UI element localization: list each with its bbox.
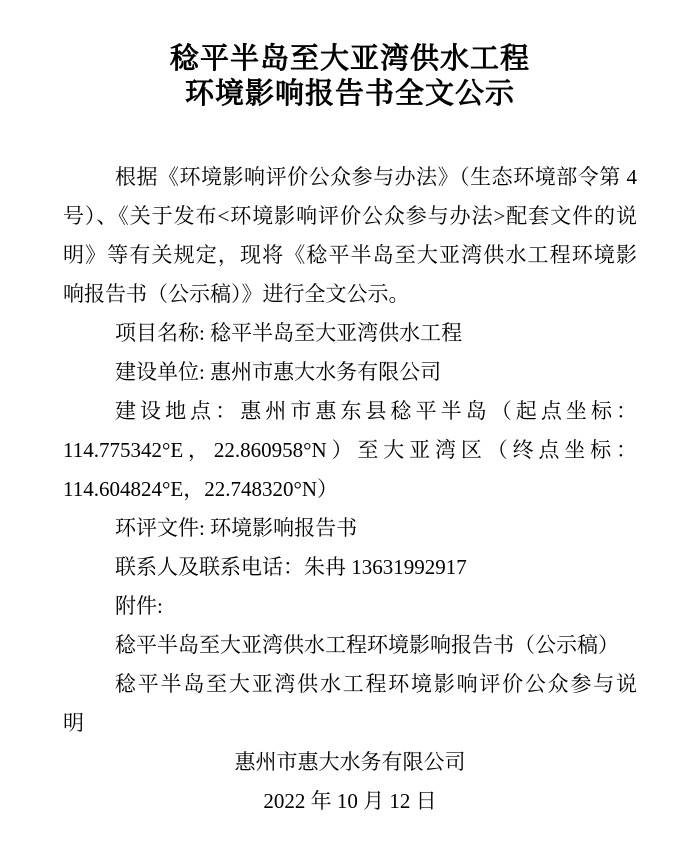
text-line: 建设单位: 惠州市惠大水务有限公司 bbox=[115, 360, 442, 384]
document-body bbox=[0, 158, 700, 821]
text-line: 明》等有关规定，现将《稔平半岛至大亚湾供水工程环境影 bbox=[63, 243, 637, 267]
text-line: 附件: bbox=[115, 594, 163, 618]
document-title bbox=[0, 0, 700, 112]
text-line: 惠州市惠大水务有限公司 bbox=[234, 750, 466, 774]
text-line: 环评文件: 环境影响报告书 bbox=[115, 516, 358, 540]
text-line: 稔平半岛至大亚湾供水工程环境影响评价公众参与说 bbox=[115, 672, 637, 696]
document-title-line-2: 环境影响报告书全文公示 bbox=[184, 78, 515, 110]
text-line: 明 bbox=[63, 711, 84, 735]
text-line: 项目名称: 稔平半岛至大亚湾供水工程 bbox=[115, 321, 463, 345]
text-line: 联系人及联系电话：朱冉 13631992917 bbox=[115, 555, 467, 579]
text-line: 2022 年 10 月 12 日 bbox=[263, 789, 437, 813]
text-line: 根据《环境影响评价公众参与办法》（生态环境部令第 4 bbox=[115, 165, 637, 189]
text-line: 稔平半岛至大亚湾供水工程环境影响报告书（公示稿） bbox=[115, 633, 619, 657]
text-line: 建设地点：惠州市惠东县稔平半岛（起点坐标： bbox=[115, 399, 637, 423]
document-title-line-1: 稔平半岛至大亚湾供水工程 bbox=[169, 43, 530, 75]
text-line: 114.775342°E，22.860958°N）至大亚湾区（终点坐标： bbox=[63, 438, 637, 462]
text-line: 响报告书（公示稿）》进行全文公示。 bbox=[63, 282, 410, 306]
text-line: 114.604824°E，22.748320°N） bbox=[63, 477, 339, 501]
text-line: 号）、《关于发布<环境影响评价公众参与办法>配套文件的说 bbox=[63, 204, 637, 228]
